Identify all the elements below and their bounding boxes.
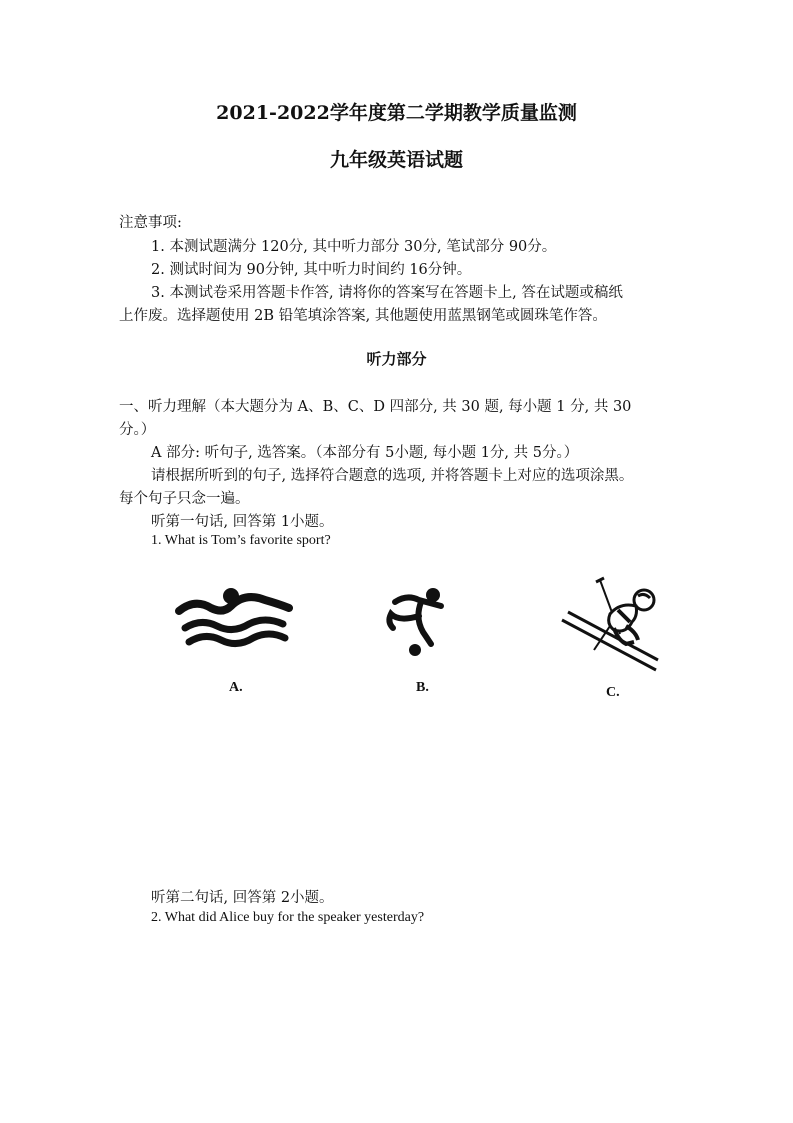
notice-item-1: 1. 本测试题满分 120分, 其中听力部分 30分, 笔试部分 90分。 [151, 239, 557, 255]
option-c-label: C. [606, 685, 620, 700]
football-icon [385, 586, 455, 658]
exam-title: 2021-2022学年度第二学期教学质量监测 [216, 102, 577, 124]
notice-item-3-line-1: 3. 本测试卷采用答题卡作答, 请将你的答案写在答题卡上, 答在试题或稿纸 [151, 285, 623, 301]
option-b-label: B. [416, 680, 429, 695]
question-1-text: 1. What is Tom’s favorite sport? [151, 533, 331, 548]
notice-heading: 注意事项: [119, 215, 182, 231]
question-2-text: 2. What did Alice buy for the speaker yesterday? [151, 910, 425, 925]
question-1-prompt: 听第一句话, 回答第 1小题。 [151, 514, 334, 530]
listening-section-title: 听力部分 [366, 350, 427, 368]
part1-heading-line-1: 一、听力理解（本大题分为 A、B、C、D 四部分, 共 30 题, 每小题 1 分, 共 30 [119, 399, 632, 415]
option-a-label: A. [229, 680, 243, 695]
skiing-icon [560, 576, 660, 674]
exam-subtitle: 九年级英语试题 [329, 149, 463, 171]
notice-item-2: 2. 测试时间为 90分钟, 其中听力时间约 16分钟。 [151, 262, 472, 278]
part1-heading-line-2: 分。） [119, 422, 156, 438]
notice-item-3-line-2: 上作废。选择题使用 2B 铅笔填涂答案, 其他题使用蓝黑钢笔或圆珠笔作答。 [119, 308, 607, 324]
instruction-line-2: 每个句子只念一遍。 [119, 491, 250, 507]
instruction-line-1: 请根据所听到的句子, 选择符合题意的选项, 并将答题卡上对应的选项涂黑。 [151, 468, 634, 484]
question-2-prompt: 听第二句话, 回答第 2小题。 [151, 890, 334, 906]
part-a-heading: A 部分: 听句子, 选答案。（本部分有 5小题, 每小题 1分, 共 5分。） [151, 445, 579, 461]
swimming-icon [175, 586, 293, 652]
